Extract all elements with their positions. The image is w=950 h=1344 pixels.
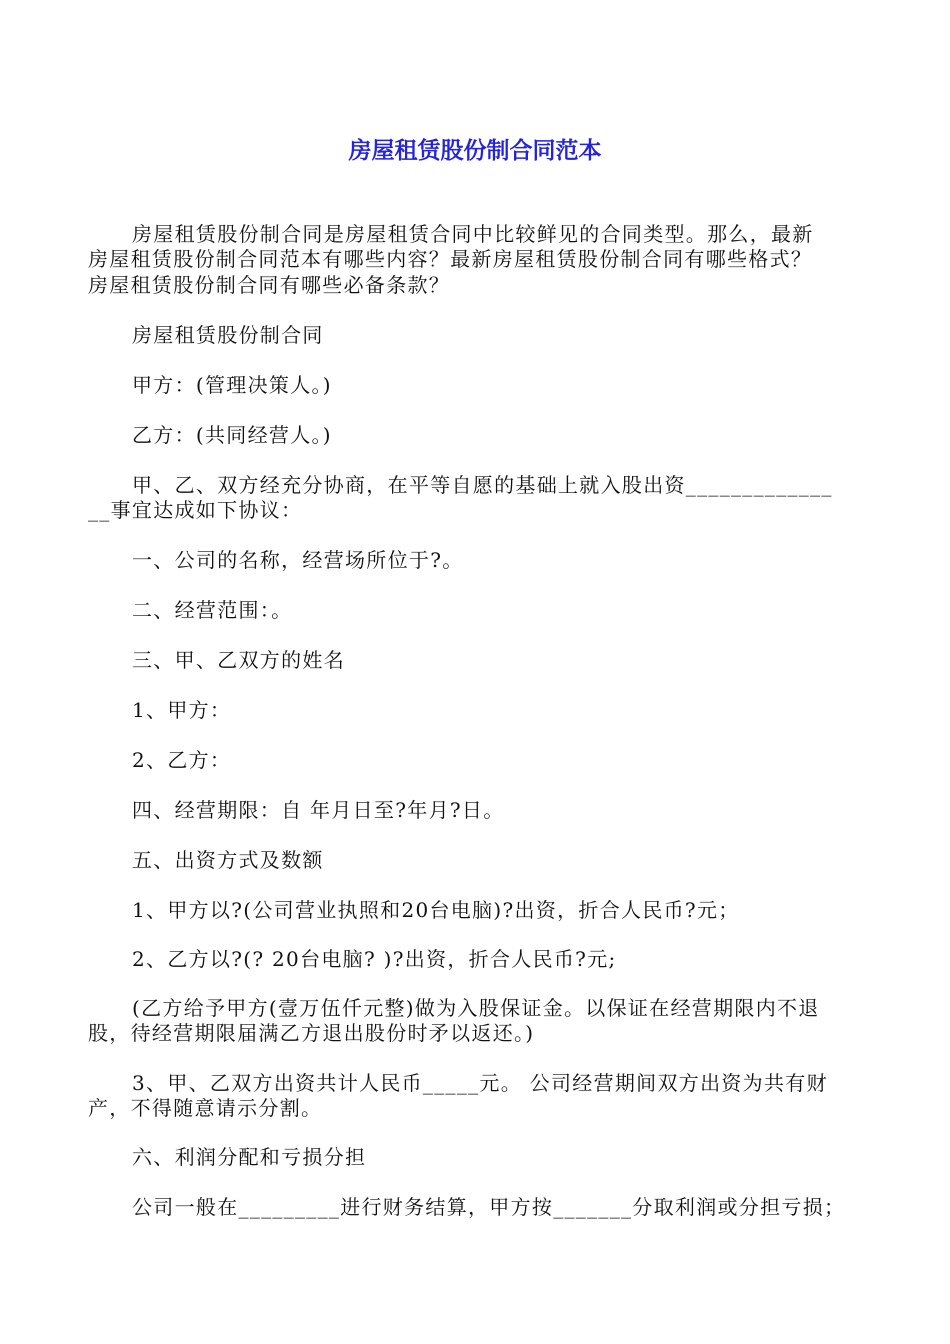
clause-6-text (88, 1195, 862, 1220)
clause-3 (88, 648, 862, 673)
clause-2 (88, 598, 862, 623)
clause-5-item-2 (88, 947, 862, 972)
paragraph-line: 六、利润分配和亏损分担 (132, 1145, 367, 1169)
paragraph-line: 1、甲方： (132, 698, 232, 722)
paragraph-line: 房屋租赁股份制合同范本有哪些内容？最新房屋租赁股份制合同有哪些格式？ (88, 247, 813, 272)
paragraph-line: 房屋租赁股份制合同有哪些必备条款？ (88, 272, 451, 297)
clause-1 (88, 548, 862, 573)
paragraph-line: 2、乙方： (132, 748, 232, 772)
contract-heading (88, 323, 862, 348)
paragraph-line: 四、经营期限：自 年月日至?年月?日。 (132, 798, 505, 822)
paragraph-line: 房屋租赁股份制合同是房屋租赁合同中比较鲜见的合同类型。那么，最新 (132, 222, 814, 246)
paragraph-line: __事宜达成如下协议： (88, 498, 303, 523)
clause-4 (88, 798, 862, 823)
clause-5 (88, 848, 862, 873)
paragraph-line: 产，不得随意请示分割。 (88, 1096, 323, 1121)
document-title: 房屋租赁股份制合同范本 (348, 138, 602, 164)
intro-paragraph (88, 222, 862, 298)
paragraph-line: 一、公司的名称，经营场所位于?。 (132, 548, 464, 572)
party-b-line (88, 423, 862, 448)
party-a-line (88, 373, 862, 398)
clause-3-item-1 (88, 698, 862, 723)
clause-5-item-1 (88, 898, 862, 923)
paragraph-line: 乙方：(共同经营人。) (132, 423, 332, 447)
paragraph-line: 五、出资方式及数额 (132, 848, 324, 872)
paragraph-line: 二、经营范围：。 (132, 598, 293, 622)
paragraph-line: 2、乙方以?(? 20台电脑? )?出资，折合人民币?元; (132, 947, 617, 971)
paragraph-line: 1、甲方以?(公司营业执照和20台电脑)?出资，折合人民币?元； (132, 898, 740, 922)
paragraph-line: 3、甲、乙双方出资共计人民币_____元。 公司经营期间双方出资为共有财 (132, 1071, 828, 1095)
paragraph-line: (乙方给予甲方(壹万伍仟元整)做为入股保证金。以保证在经营期限内不退 (132, 996, 820, 1020)
paragraph-line: 甲、乙、双方经充分协商，在平等自愿的基础上就入股出资_____________ (132, 473, 833, 497)
paragraph-line: 三、甲、乙双方的姓名 (132, 648, 345, 672)
paragraph-line: 股，待经营期限届满乙方退出股份时矛以返还。) (88, 1021, 535, 1046)
clause-6 (88, 1145, 862, 1170)
clause-3-item-2 (88, 748, 862, 773)
paragraph-line: 公司一般在_________进行财务结算，甲方按_______分取利润或分担亏损； (132, 1195, 846, 1219)
deposit-note (88, 996, 862, 1047)
clause-5-item-3 (88, 1071, 862, 1122)
paragraph-line: 房屋租赁股份制合同 (132, 323, 324, 347)
paragraph-line: 甲方：(管理决策人。) (132, 373, 332, 397)
agreement-paragraph (88, 473, 862, 524)
